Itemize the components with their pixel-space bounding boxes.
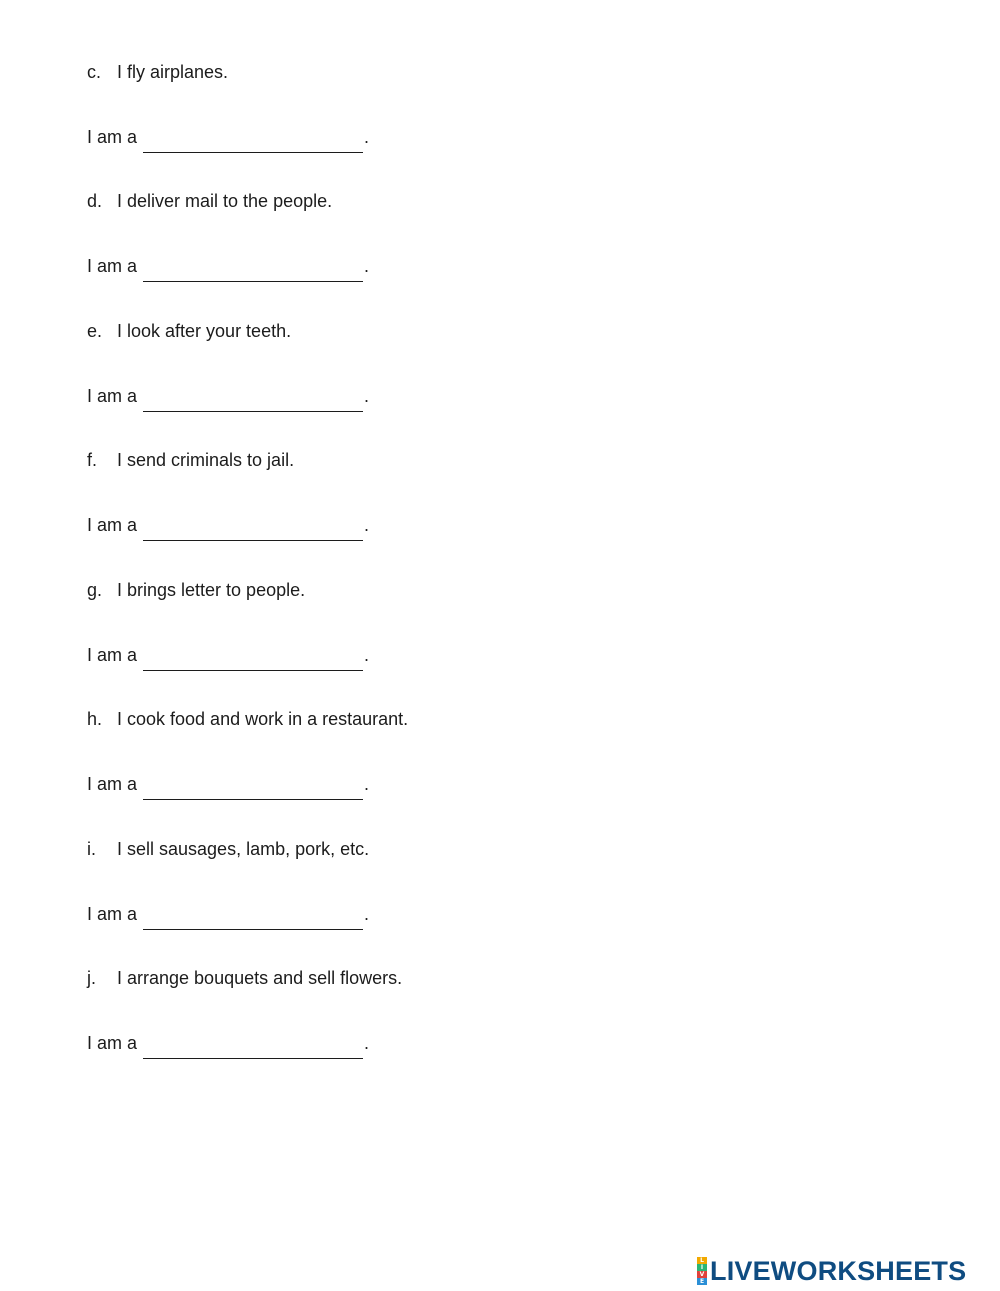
answer-suffix: . [364, 774, 370, 794]
logo-letter: I [697, 1264, 707, 1271]
answer-input-j[interactable] [143, 1038, 363, 1059]
answer-input-c[interactable] [143, 132, 363, 153]
question-sentence: I cook food and work in a restaurant. [117, 709, 409, 729]
answer-line [87, 1031, 369, 1055]
answer-input-g[interactable] [143, 650, 363, 671]
answer-suffix: . [364, 645, 370, 665]
question-text [87, 578, 305, 602]
question-sentence: I fly airplanes. [117, 62, 229, 82]
question-sentence: I deliver mail to the people. [117, 191, 333, 211]
answer-prefix: I am a [87, 386, 138, 406]
answer-line [87, 513, 369, 537]
answer-input-e[interactable] [143, 391, 363, 412]
answer-line [87, 643, 369, 667]
question-text [87, 837, 369, 861]
question-letter: f. [87, 450, 98, 470]
answer-prefix: I am a [87, 515, 138, 535]
answer-input-f[interactable] [143, 520, 363, 541]
answer-prefix: I am a [87, 256, 138, 276]
answer-line [87, 902, 369, 926]
answer-prefix: I am a [87, 904, 138, 924]
answer-suffix: . [364, 1033, 370, 1053]
question-letter: j. [87, 968, 96, 988]
answer-suffix: . [364, 904, 370, 924]
answer-suffix: . [364, 127, 370, 147]
question-text [87, 319, 291, 343]
answer-prefix: I am a [87, 127, 138, 147]
answer-input-i[interactable] [143, 909, 363, 930]
answer-line [87, 772, 369, 796]
question-text [87, 966, 402, 990]
question-sentence: I send criminals to jail. [117, 450, 295, 470]
answer-suffix: . [364, 256, 370, 276]
question-letter: i. [87, 839, 96, 859]
answer-input-d[interactable] [143, 261, 363, 282]
question-sentence: I sell sausages, lamb, pork, etc. [117, 839, 370, 859]
question-sentence: I look after your teeth. [117, 321, 292, 341]
answer-line [87, 254, 369, 278]
question-text [87, 189, 332, 213]
answer-prefix: I am a [87, 1033, 138, 1053]
question-sentence: I brings letter to people. [117, 580, 306, 600]
question-letter: g. [87, 580, 103, 600]
question-letter: c. [87, 62, 102, 82]
answer-input-h[interactable] [143, 779, 363, 800]
question-letter: d. [87, 191, 103, 211]
answer-line [87, 384, 369, 408]
answer-prefix: I am a [87, 645, 138, 665]
answer-prefix: I am a [87, 774, 138, 794]
question-text [87, 60, 228, 84]
answer-line [87, 125, 369, 149]
logo-letter: V [697, 1271, 707, 1278]
answer-suffix: . [364, 515, 370, 535]
question-letter: e. [87, 321, 103, 341]
liveworksheets-logo-icon [697, 1257, 707, 1285]
question-letter: h. [87, 709, 103, 729]
brand-name: LIVEWORKSHEETS [710, 1256, 967, 1286]
question-sentence: I arrange bouquets and sell flowers. [117, 968, 403, 988]
answer-suffix: . [364, 386, 370, 406]
logo-letter: L [697, 1257, 707, 1264]
liveworksheets-brand [697, 1256, 966, 1286]
question-text [87, 448, 294, 472]
logo-letter: E [697, 1278, 707, 1285]
question-text [87, 707, 408, 731]
